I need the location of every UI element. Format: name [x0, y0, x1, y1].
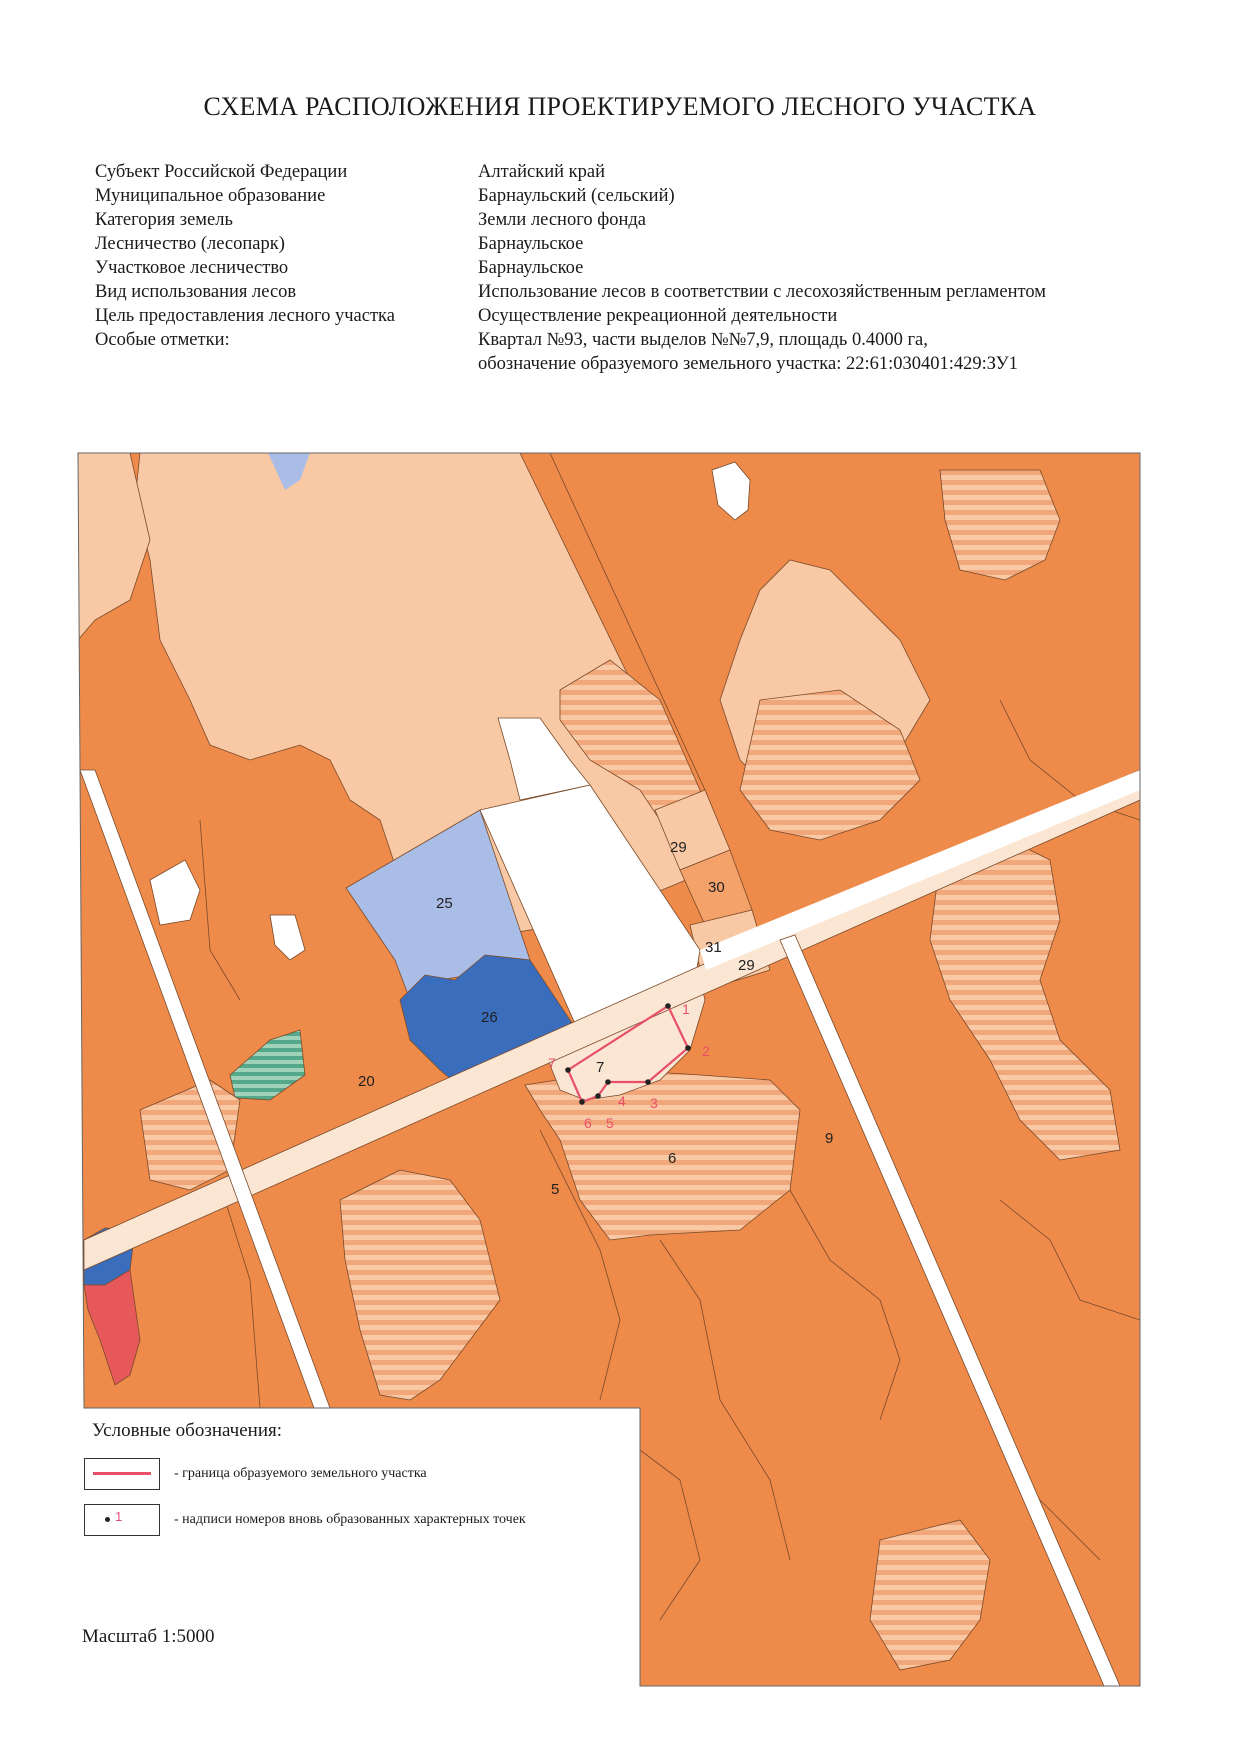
info-value: Земли лесного фонда — [478, 210, 646, 230]
document-title: СХЕМА РАСПОЛОЖЕНИЯ ПРОЕКТИРУЕМОГО ЛЕСНОГО УЧАСТКА — [203, 92, 1037, 121]
info-value: Использование лесов в соответствии с лесохозяйственным регламентом — [478, 282, 1046, 302]
info-value: Барнаульский (сельский) — [478, 186, 675, 206]
info-label: Категория земель — [95, 210, 233, 230]
point-marker — [685, 1045, 691, 1051]
boundary-line-icon — [93, 1472, 151, 1475]
parcel-label: 31 — [705, 939, 722, 956]
info-label: Муниципальное образование — [95, 186, 326, 206]
parcel-label: 5 — [551, 1181, 560, 1198]
point-label: 3 — [650, 1095, 658, 1111]
point-marker — [665, 1003, 671, 1009]
parcel-label: 29 — [670, 839, 687, 856]
info-label: Вид использования лесов — [95, 282, 297, 302]
point-marker — [595, 1093, 601, 1099]
parcel-label: 26 — [481, 1009, 498, 1026]
legend-title: Условные обозначения: — [92, 1420, 283, 1441]
point-marker — [579, 1099, 585, 1105]
info-label: Цель предоставления лесного участка — [95, 306, 395, 326]
point-marker — [645, 1079, 651, 1085]
point-label: 4 — [618, 1093, 626, 1109]
info-value: Алтайский край — [478, 162, 605, 182]
info-label: Особые отметки: — [95, 330, 230, 350]
point-label: 1 — [682, 1001, 690, 1017]
legend-text: - граница образуемого земельного участка — [174, 1466, 427, 1481]
info-value: Барнаульское — [478, 234, 584, 254]
scale-label: Масштаб 1:5000 — [82, 1626, 215, 1647]
legend-text: - надписи номеров вновь образованных характерных точек — [174, 1512, 526, 1527]
parcel-label: 29 — [738, 957, 755, 974]
legend-marker-label: 1 — [115, 1509, 123, 1524]
info-label: Лесничество (лесопарк) — [95, 234, 285, 254]
point-marker — [605, 1079, 611, 1085]
parcel-label: 20 — [358, 1073, 375, 1090]
info-value: Осуществление рекреационной деятельности — [478, 306, 838, 326]
point-marker — [565, 1067, 571, 1073]
legend-swatch-points — [84, 1504, 160, 1536]
legend-item-boundary — [84, 1458, 644, 1490]
info-value: Барнаульское — [478, 258, 584, 278]
parcel-label: 9 — [825, 1130, 834, 1147]
point-label: 7 — [548, 1055, 556, 1071]
parcel-label: 25 — [436, 895, 453, 912]
info-value: обозначение образуемого земельного участка: 22:61:030401:429:ЗУ1 — [478, 354, 1018, 374]
legend-item-points — [84, 1504, 644, 1536]
parcel-label: 7 — [596, 1059, 605, 1076]
point-label: 6 — [584, 1115, 592, 1131]
info-label: Участковое лесничество — [95, 258, 289, 278]
parcel-label: 6 — [668, 1150, 677, 1167]
info-label: Субъект Российской Федерации — [95, 162, 348, 182]
legend-swatch-boundary — [84, 1458, 160, 1490]
point-dot-icon — [105, 1517, 110, 1522]
parcel-label: 30 — [708, 879, 725, 896]
point-label: 5 — [606, 1115, 614, 1131]
legend — [84, 1420, 644, 1550]
info-value: Квартал №93, части выделов №№7,9, площадь 0.4000 га, — [478, 330, 928, 350]
point-label: 2 — [702, 1043, 710, 1059]
